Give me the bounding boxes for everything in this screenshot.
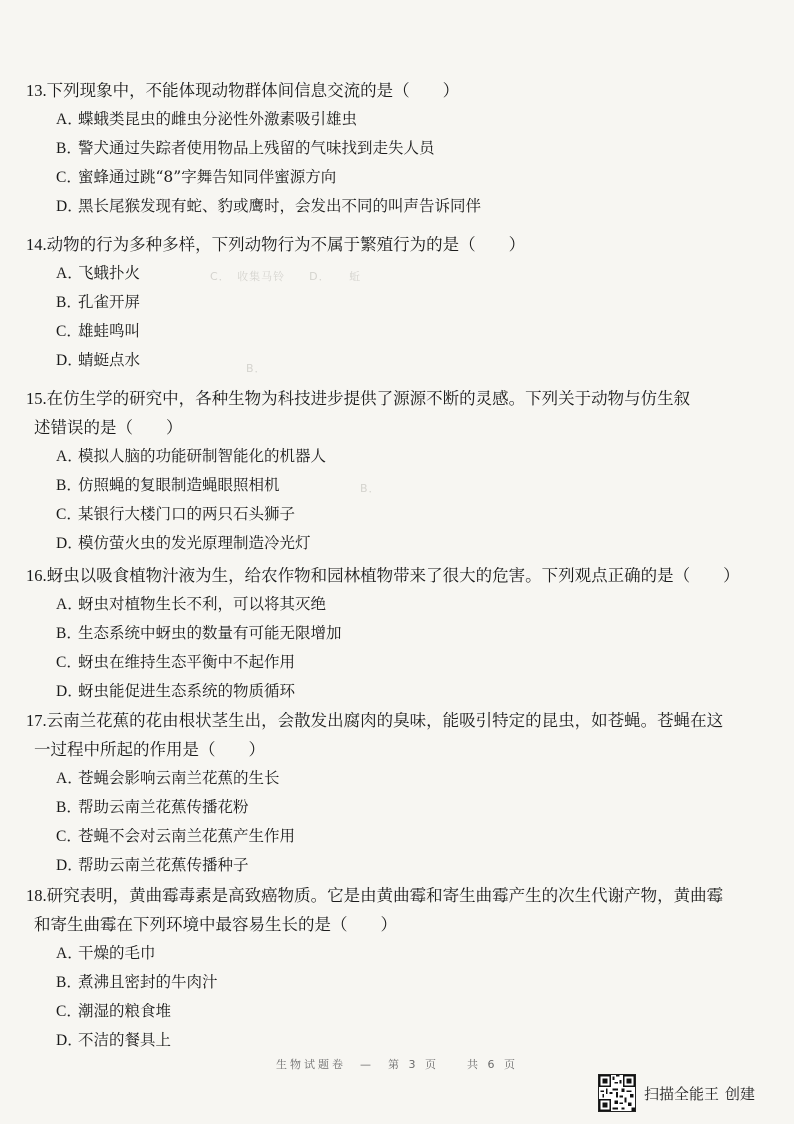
question-number: 13. [26, 81, 47, 100]
stem-line: 下列现象中，不能体现动物群体间信息交流的是（ ） [46, 81, 460, 100]
page-footer: 生物试题卷 — 第 3 页 共 6 页 [276, 1058, 518, 1071]
option-label: B． [56, 477, 82, 494]
question-stem [26, 230, 778, 259]
option-text: 不洁的餐具上 [78, 1031, 172, 1049]
option-d [56, 529, 778, 558]
option-text: 某银行大楼门口的两只石头狮子 [78, 505, 296, 523]
option-a [56, 442, 778, 471]
option-label: A． [56, 448, 83, 465]
scanner-watermark [598, 1074, 755, 1112]
option-text: 潮湿的粮食堆 [78, 1002, 172, 1020]
option-text: 苍蝇不会对云南兰花蕉产生作用 [78, 827, 296, 845]
option-text: 蚜虫在维持生态平衡中不起作用 [78, 653, 296, 671]
option-text: 黑长尾猴发现有蛇、豹或鹰时，会发出不同的叫声告诉同伴 [78, 197, 482, 215]
option-c [56, 648, 778, 677]
bleed-through-mark: C． 收集马铃 D． 蚯 [210, 270, 362, 283]
option-b [56, 793, 778, 822]
option-label: B． [56, 974, 82, 991]
option-c [56, 822, 778, 851]
question-stem [26, 561, 778, 590]
question-stem [26, 706, 778, 735]
option-label: C． [56, 828, 82, 845]
bleed-through-mark: B． [210, 362, 310, 375]
option-text: 苍蝇会影响云南兰花蕉的生长 [78, 769, 280, 787]
bleed-through-mark: B． [300, 482, 381, 495]
question-18 [26, 881, 778, 1055]
option-label: B． [56, 625, 82, 642]
option-text: 干燥的毛巾 [78, 944, 156, 962]
option-a [56, 590, 778, 619]
option-d [56, 851, 778, 880]
option-label: C． [56, 506, 82, 523]
option-label: D． [56, 1032, 83, 1049]
option-a [56, 105, 778, 134]
question-17 [26, 706, 778, 880]
question-16 [26, 561, 778, 706]
option-text: 帮助云南兰花蕉传播花粉 [78, 798, 249, 816]
question-number: 15. [26, 389, 47, 408]
option-a [56, 939, 778, 968]
option-b [56, 288, 778, 317]
option-text: 警犬通过失踪者使用物品上残留的气味找到走失人员 [78, 139, 435, 157]
option-label: A． [56, 111, 83, 128]
option-text: 仿照蝇的复眼制造蝇眼照相机 [78, 476, 280, 494]
question-14 [26, 230, 778, 375]
stem-line: 云南兰花蕉的花由根状茎生出，会散发出腐肉的臭味，能吸引特定的昆虫，如苍蝇。苍蝇在这 [46, 711, 724, 730]
option-text: 飞蛾扑火 [78, 264, 141, 282]
option-text: 孔雀开屏 [78, 293, 141, 311]
option-c [56, 997, 778, 1026]
option-label: C． [56, 169, 82, 186]
stem-line: 研究表明，黄曲霉毒素是高致癌物质。它是由黄曲霉和寄生曲霉产生的次生代谢产物，黄曲霉 [46, 886, 724, 905]
option-d [56, 192, 778, 221]
question-number: 14. [26, 235, 47, 254]
question-13 [26, 76, 778, 221]
option-text: 蚜虫能促进生态系统的物质循环 [78, 682, 296, 700]
option-b [56, 619, 778, 648]
stem-continuation: 述错误的是（ ） [34, 418, 183, 437]
option-text: 帮助云南兰花蕉传播种子 [78, 856, 249, 874]
option-c [56, 163, 778, 192]
scanner-app-name: 扫描全能王 [644, 1084, 720, 1103]
option-label: B． [56, 294, 82, 311]
option-text: 煮沸且密封的牛肉汁 [78, 973, 218, 991]
stem-line: 蚜虫以吸食植物汁液为生，给农作物和园林植物带来了很大的危害。下列观点正确的是（ ） [46, 566, 740, 585]
question-15 [26, 384, 778, 558]
option-label: D． [56, 352, 83, 369]
question-stem [26, 76, 778, 105]
question-number: 18. [26, 886, 47, 905]
option-a [56, 764, 778, 793]
option-b [56, 471, 778, 500]
option-text: 模拟人脑的功能研制智能化的机器人 [78, 447, 327, 465]
option-text: 雄蛙鸣叫 [78, 322, 141, 340]
option-d [56, 1026, 778, 1055]
option-label: A． [56, 265, 83, 282]
option-b [56, 968, 778, 997]
option-label: D． [56, 683, 83, 700]
stem-continuation: 和寄生曲霉在下列环境中最容易生长的是（ ） [34, 915, 397, 934]
option-label: C． [56, 654, 82, 671]
option-label: D． [56, 857, 83, 874]
question-stem [26, 384, 778, 413]
option-label: C． [56, 1003, 82, 1020]
option-text: 蚜虫对植物生长不利，可以将其灭绝 [78, 595, 327, 613]
option-a [56, 259, 778, 288]
option-text: 蜜蜂通过跳“8”字舞告知同伴蜜源方向 [78, 168, 337, 186]
stem-line: 动物的行为多种多样，下列动物行为不属于繁殖行为的是（ ） [46, 235, 526, 254]
option-label: D． [56, 198, 83, 215]
question-number: 16. [26, 566, 47, 585]
option-label: A． [56, 596, 83, 613]
question-number: 17. [26, 711, 47, 730]
option-b [56, 134, 778, 163]
option-label: A． [56, 770, 83, 787]
option-c [56, 317, 778, 346]
qr-code-icon [598, 1074, 636, 1112]
option-label: B． [56, 140, 82, 157]
option-text: 生态系统中蚜虫的数量有可能无限增加 [78, 624, 342, 642]
option-d [56, 677, 778, 706]
option-label: C． [56, 323, 82, 340]
option-label: A． [56, 945, 83, 962]
option-text: 模仿萤火虫的发光原理制造冷光灯 [78, 534, 311, 552]
stem-line: 在仿生学的研究中，各种生物为科技进步提供了源源不断的灵感。下列关于动物与仿生叙 [46, 389, 691, 408]
question-stem [26, 881, 778, 910]
stem-continuation: 一过程中所起的作用是（ ） [34, 740, 265, 759]
option-c [56, 500, 778, 529]
option-text: 蝶蛾类昆虫的雌虫分泌性外激素吸引雄虫 [78, 110, 358, 128]
option-label: D． [56, 535, 83, 552]
scanner-action: 创建 [725, 1084, 756, 1103]
option-label: B． [56, 799, 82, 816]
option-text: 蜻蜓点水 [78, 351, 141, 369]
scanner-caption [644, 1083, 755, 1104]
option-d [56, 346, 778, 375]
